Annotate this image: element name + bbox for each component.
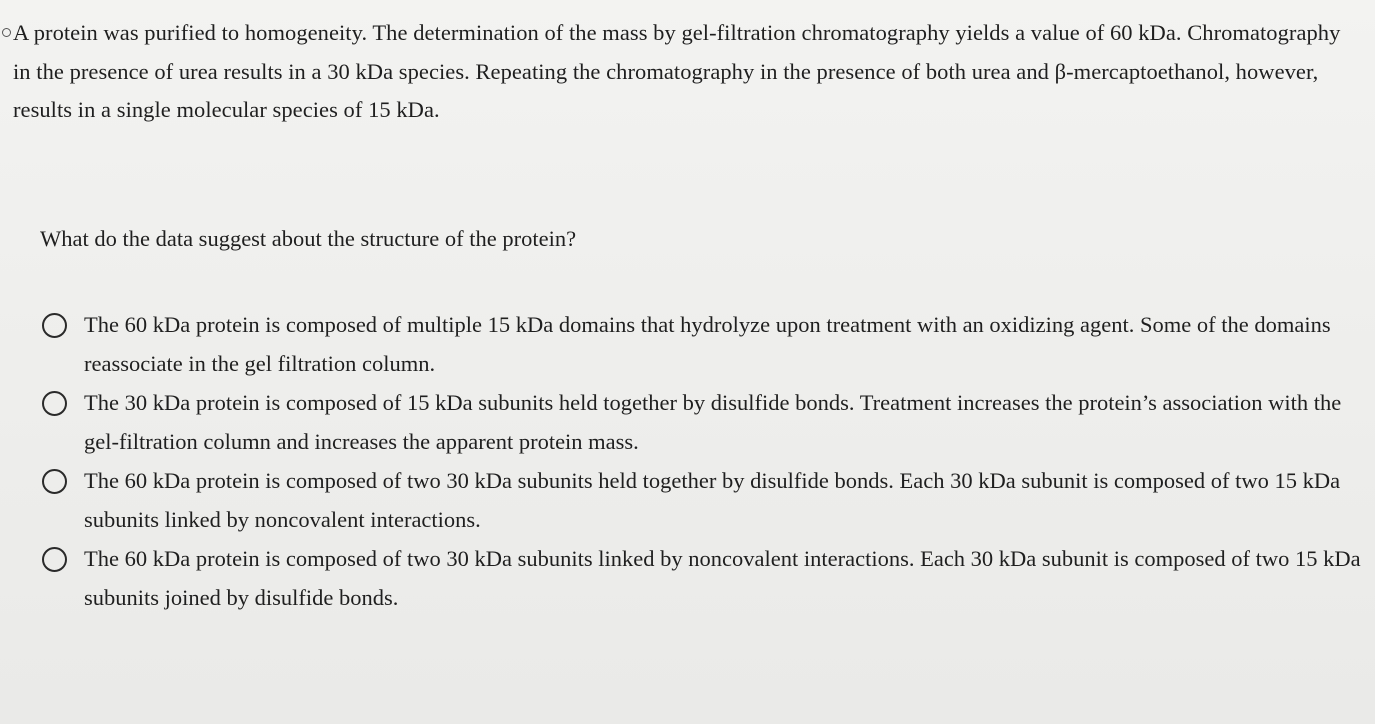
radio-button-icon[interactable]: [42, 469, 67, 494]
answer-option-3[interactable]: [42, 462, 1367, 539]
answer-option-label: The 60 kDa protein is composed of two 30 kDa subunits linked by noncovalent interactions. Each 30 kDa subunit is composed of two 15 kDa subunits joined by disulfide bonds.: [84, 546, 1361, 610]
radio-button-icon[interactable]: [42, 547, 67, 572]
question-prompt: What do the data suggest about the structure of the protein?: [40, 226, 577, 251]
answer-option-4[interactable]: [42, 540, 1367, 617]
radio-button-icon[interactable]: [42, 391, 67, 416]
answer-option-2[interactable]: [42, 384, 1367, 461]
answer-option-label: The 60 kDa protein is composed of multiple 15 kDa domains that hydrolyze upon treatment with an oxidizing agent. Some of the domains reassociate in the gel filtration column.: [84, 312, 1331, 376]
answer-option-label: The 60 kDa protein is composed of two 30 kDa subunits held together by disulfide bonds. Each 30 kDa subunit is composed of two 15 kDa subunits linked by noncovalent interactions.: [84, 468, 1341, 532]
radio-button-icon[interactable]: [42, 313, 67, 338]
question-bullet-icon: [2, 28, 11, 37]
answer-option-label: The 30 kDa protein is composed of 15 kDa subunits held together by disulfide bonds. Treatment increases the protein’s association with the gel-filtration column and increases the apparent protein mass.: [84, 390, 1342, 454]
answer-option-1[interactable]: [42, 306, 1367, 383]
question-stem: A protein was purified to homogeneity. The determination of the mass by gel-filtration chromatography yields a value of 60 kDa. Chromatography in the presence of urea results in a 30 kDa species. Repeating the chromatography in the presence of both urea and β-mercaptoethanol, however, results in a single molecular species of 15 kDa.: [13, 20, 1341, 122]
question-stem-block: [13, 14, 1363, 130]
answer-options: [42, 306, 1367, 618]
